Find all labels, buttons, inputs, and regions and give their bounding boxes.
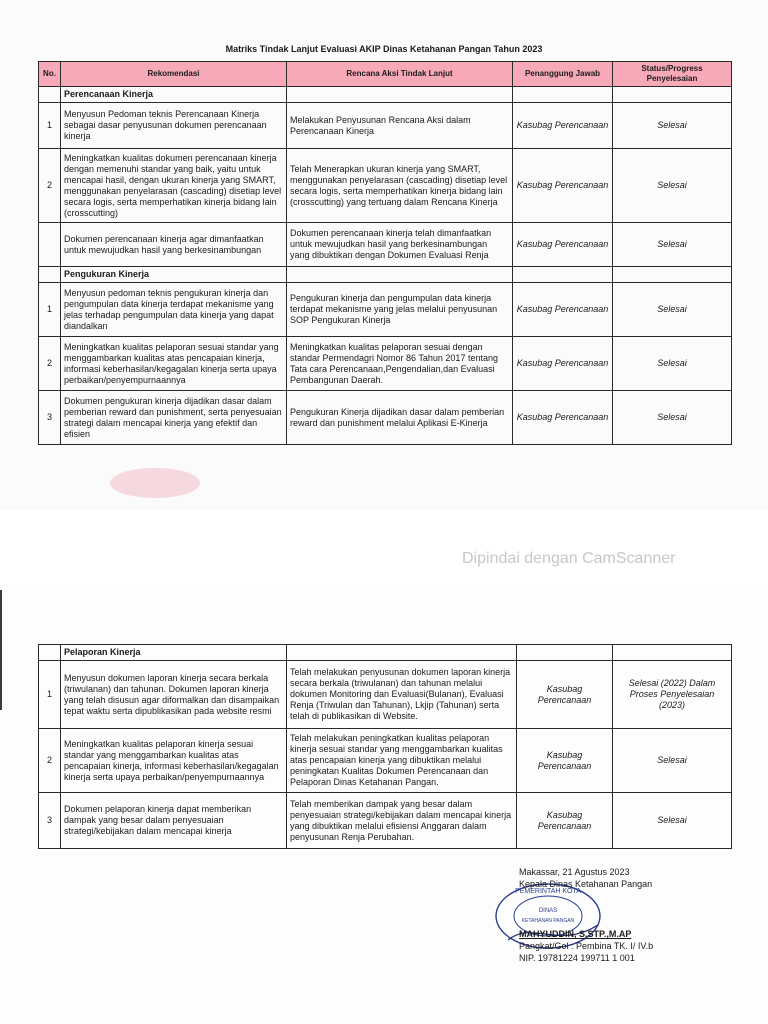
- header-rencana: Rencana Aksi Tindak Lanjut: [287, 62, 513, 87]
- section-pelaporan: Pelaporan Kinerja: [61, 645, 287, 661]
- penanggung-jawab-cell: Kasubag Perencanaan: [513, 103, 613, 149]
- table-row: [39, 283, 732, 337]
- rencana-cell: Telah memberikan dampak yang besar dalam penyesuaian strategi/kebijakan dalam mencapai kinerja yang dibuktikan melalui efisiensi Anggaran dalam penyusunan Renja Perubahan.: [287, 793, 517, 849]
- place-date: Makassar, 21 Agustus 2023: [519, 867, 630, 877]
- rekomendasi-cell: Menyusun Pedoman teknis Perencanaan Kinerja sebagai dasar penyusunan dokumen perencanaan kinerja: [61, 103, 287, 149]
- stamp-inner-bottom: KETAHANAN PANGAN: [521, 918, 575, 924]
- rencana-cell: Pengukuran kinerja dan pengumpulan data kinerja terdapat mekanisme yang jelas melalui penyusunan SOP Pengukuran Kinerja: [287, 283, 513, 337]
- status-cell: Selesai: [613, 223, 732, 267]
- rencana-cell: Telah melakukan penyusunan dokumen laporan kinerja secara berkala (triwulanan) dan tahunan melalui dokumen Monitoring dan Evaluasi(Bulanan), Evaluasi Renja (Triwulan dan Tahunan), Lkjip (Tahunan) serta telah di publikasikan di Website.: [287, 661, 517, 729]
- rekomendasi-cell: Meningkatkan kualitas pelaporan sesuai standar yang menggambarkan kualitas atas pencapaian kinerja, informasi keberhasilan/kegagalan kinerja serta upaya perbaikan/penyempurnaannya: [61, 337, 287, 391]
- table-header-row: [39, 62, 732, 87]
- rencana-cell: Pengukuran Kinerja dijadikan dasar dalam pemberian reward dan punishment melalui Aplikasi E-Kinerja: [287, 391, 513, 445]
- row-number: 2: [39, 337, 61, 391]
- table-row: [39, 729, 732, 793]
- penanggung-jawab-cell: Kasubag Perencanaan: [513, 149, 613, 223]
- row-number: [39, 223, 61, 267]
- rekomendasi-cell: Dokumen pelaporan kinerja dapat memberikan dampak yang besar dalam penyesuaian strategi/kebijakan dalam mencapai kinerja: [61, 793, 287, 849]
- rencana-cell: Telah melakukan peningkatkan kualitas pelaporan kinerja sesuai standar yang menggambarkan kualitas atas pencapaian kinerja yang dibuktikan melalui peningkatan Kualitas Dokumen Perencanaan dan Pelaporan Dinas Ketahanan Pangan.: [287, 729, 517, 793]
- pink-smudge: [110, 468, 200, 498]
- signer-position: Kepala Dinas Ketahanan Pangan: [519, 879, 653, 889]
- status-cell: Selesai: [613, 337, 732, 391]
- penanggung-jawab-cell: Kasubag Perencanaan: [517, 729, 613, 793]
- signer-rank: Pangkat/Gol : Pembina TK. I/ IV.b: [519, 941, 654, 951]
- section-pengukuran: Pengukuran Kinerja: [61, 267, 287, 283]
- table-row: [39, 391, 732, 445]
- status-cell: Selesai: [613, 391, 732, 445]
- table-row: [39, 793, 732, 849]
- header-status: Status/Progress Penyelesaian: [613, 62, 732, 87]
- signer-nip: NIP. 19781224 199711 1 001: [519, 953, 635, 963]
- row-number: 2: [39, 729, 61, 793]
- status-cell: Selesai: [613, 103, 732, 149]
- penanggung-jawab-cell: Kasubag Perencanaan: [517, 793, 613, 849]
- signature-block: [519, 866, 653, 964]
- status-cell: Selesai: [613, 283, 732, 337]
- rekomendasi-cell: Meningkatkan kualitas pelaporan kinerja sesuai standar yang menggambarkan kualitas atas pencapaian kinerja, informasi keberhasilan/kegagalan kinerja serta upaya perbaikan/penyempurnaannya: [61, 729, 287, 793]
- status-cell: Selesai: [613, 729, 732, 793]
- rencana-cell: Melakukan Penyusunan Rencana Aksi dalam Perencanaan Kinerja: [287, 103, 513, 149]
- row-number: 1: [39, 283, 61, 337]
- matrix-table-page-two: [38, 644, 732, 849]
- section-row: [39, 645, 732, 661]
- header-no: No.: [39, 62, 61, 87]
- rencana-cell: Dokumen perencanaan kinerja telah dimanfaatkan untuk mewujudkan hasil yang berkesinambungan yang dibuktikan dengan Dokumen Evaluasi Renja: [287, 223, 513, 267]
- penanggung-jawab-cell: Kasubag Perencanaan: [517, 661, 613, 729]
- status-cell: Selesai: [613, 149, 732, 223]
- scanner-watermark: Dipindai dengan CamScanner: [462, 550, 676, 567]
- matrix-table-page-one: [38, 61, 732, 445]
- table-row: [39, 661, 732, 729]
- row-number: 3: [39, 793, 61, 849]
- rencana-cell: Meningkatkan kualitas pelaporan sesuai dengan standar Permendagri Nomor 86 Tahun 2017 tentang Tata cara Perencanaan,Pengendalian,dan Evaluasi Pembangunan Daerah.: [287, 337, 513, 391]
- stamp-outer-text: PEMERINTAH KOTA: [515, 888, 581, 895]
- rekomendasi-cell: Menyusun pedoman teknis pengukuran kinerja dan pengumpulan data kinerja terdapat mekanisme yang jelas terhadap pengumpulan data kinerja yang dapat diandalkan: [61, 283, 287, 337]
- status-cell: Selesai: [613, 793, 732, 849]
- penanggung-jawab-cell: Kasubag Perencanaan: [513, 391, 613, 445]
- section-perencanaan: Perencanaan Kinerja: [61, 87, 287, 103]
- rekomendasi-cell: Dokumen perencanaan kinerja agar dimanfaatkan untuk mewujudkan hasil yang berkesinambungan: [61, 223, 287, 267]
- section-row: [39, 87, 732, 103]
- row-number: 3: [39, 391, 61, 445]
- penanggung-jawab-cell: Kasubag Perencanaan: [513, 223, 613, 267]
- rekomendasi-cell: Meningkatkan kualitas dokumen perencanaan kinerja dengan memenuhi standar yang baik, yaitu untuk mencapai hasil, dengan ukuran kinerja yang SMART, menggunakan penyelarasan (cascading) disetiap level secara logis, serta memperhatikan kinerja bidang lain (crosscutting): [61, 149, 287, 223]
- table-row: [39, 149, 732, 223]
- row-number: 2: [39, 149, 61, 223]
- table-row: [39, 337, 732, 391]
- penanggung-jawab-cell: Kasubag Perencanaan: [513, 337, 613, 391]
- header-penanggung-jawab: Penanggung Jawab: [513, 62, 613, 87]
- row-number: 1: [39, 103, 61, 149]
- document-title: Matriks Tindak Lanjut Evaluasi AKIP Dinas Ketahanan Pangan Tahun 2023: [225, 44, 543, 54]
- row-number: 1: [39, 661, 61, 729]
- header-rekomendasi: Rekomendasi: [61, 62, 287, 87]
- rencana-cell: Telah Menerapkan ukuran kinerja yang SMART, menggunakan penyelarasan (cascading) disetiap level secara logis, serta memperhatikan kinerja bidang lain (crosscutting) yang tertuang dalam Rencana Kinerja: [287, 149, 513, 223]
- table-row: [39, 223, 732, 267]
- stamp-inner-top: DINAS: [538, 908, 558, 914]
- scan-edge: [0, 590, 2, 710]
- rekomendasi-cell: Dokumen pengukuran kinerja dijadikan dasar dalam pemberian reward dan punishment, serta penyesuaian strategi dalam mencapai kinerja yang efektif dan efisien: [61, 391, 287, 445]
- signer-name: MAHYUDDIN, S.STP.,M.AP: [519, 929, 632, 939]
- table-row: [39, 103, 732, 149]
- rekomendasi-cell: Menyusun dokumen laporan kinerja secara berkala (triwulanan) dan tahunan. Dokumen laporan kinerja yang telah disusun agar diformalkan dan disampaikan tepat waktu serta dipublikasikan pada website resmi: [61, 661, 287, 729]
- penanggung-jawab-cell: Kasubag Perencanaan: [513, 283, 613, 337]
- status-cell: Selesai (2022) Dalam Proses Penyelesaian (2023): [613, 661, 732, 729]
- section-row: [39, 267, 732, 283]
